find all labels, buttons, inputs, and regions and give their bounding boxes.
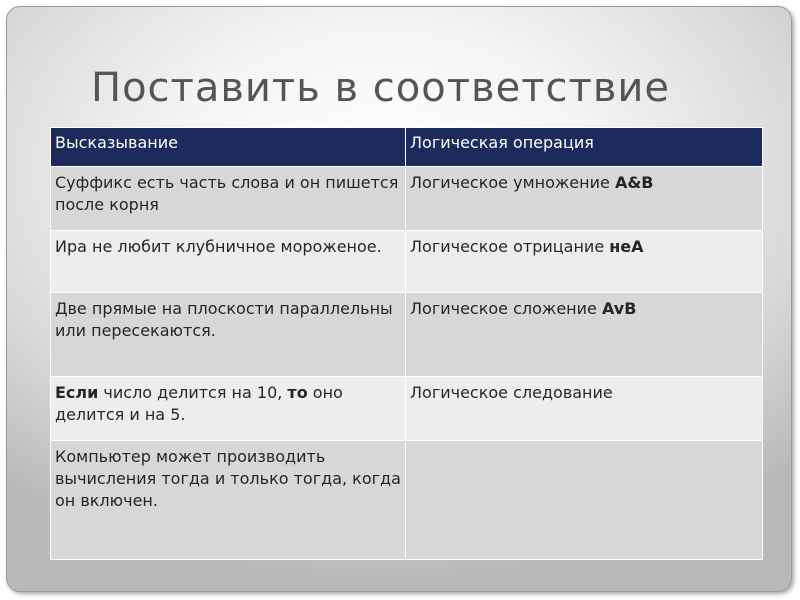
- matching-table: [50, 127, 763, 560]
- statement-cell: [51, 377, 406, 441]
- if-keyword: Если: [55, 383, 99, 402]
- statement-cell: Компьютер может производить вычисления тогда и только тогда, когда он включен.: [51, 441, 406, 560]
- operation-formula: неА: [609, 237, 644, 256]
- table-row: [51, 377, 763, 441]
- operation-text: Логическое сложение: [410, 299, 602, 318]
- statement-cell: Суффикс есть часть слова и он пишется после корня: [51, 167, 406, 231]
- operation-cell: [406, 293, 763, 377]
- header-operation: Логическая операция: [406, 128, 763, 167]
- table-row: [51, 167, 763, 231]
- slide-title: Поставить в соответствие: [91, 65, 670, 111]
- operation-text: Логическое отрицание: [410, 237, 610, 256]
- operation-formula: AvB: [601, 299, 637, 318]
- operation-text: Логическое умножение: [410, 173, 615, 192]
- statement-cell: Две прямые на плоскости параллельны или пересекаются.: [51, 293, 406, 377]
- statement-cell: Ира не любит клубничное мороженое.: [51, 231, 406, 293]
- table-row: [51, 293, 763, 377]
- header-statement: Высказывание: [51, 128, 406, 167]
- statement-text: число делится на 10,: [98, 383, 288, 402]
- operation-cell: [406, 231, 763, 293]
- slide: [6, 6, 792, 592]
- operation-formula: A&B: [614, 173, 654, 192]
- table-header-row: [51, 128, 763, 167]
- operation-cell: [406, 441, 763, 560]
- operation-cell: [406, 167, 763, 231]
- table-row: [51, 441, 763, 560]
- then-keyword: то: [287, 383, 308, 402]
- table-row: [51, 231, 763, 293]
- statement-text: оно делится и на 5.: [55, 383, 343, 424]
- operation-cell: Логическое следование: [406, 377, 763, 441]
